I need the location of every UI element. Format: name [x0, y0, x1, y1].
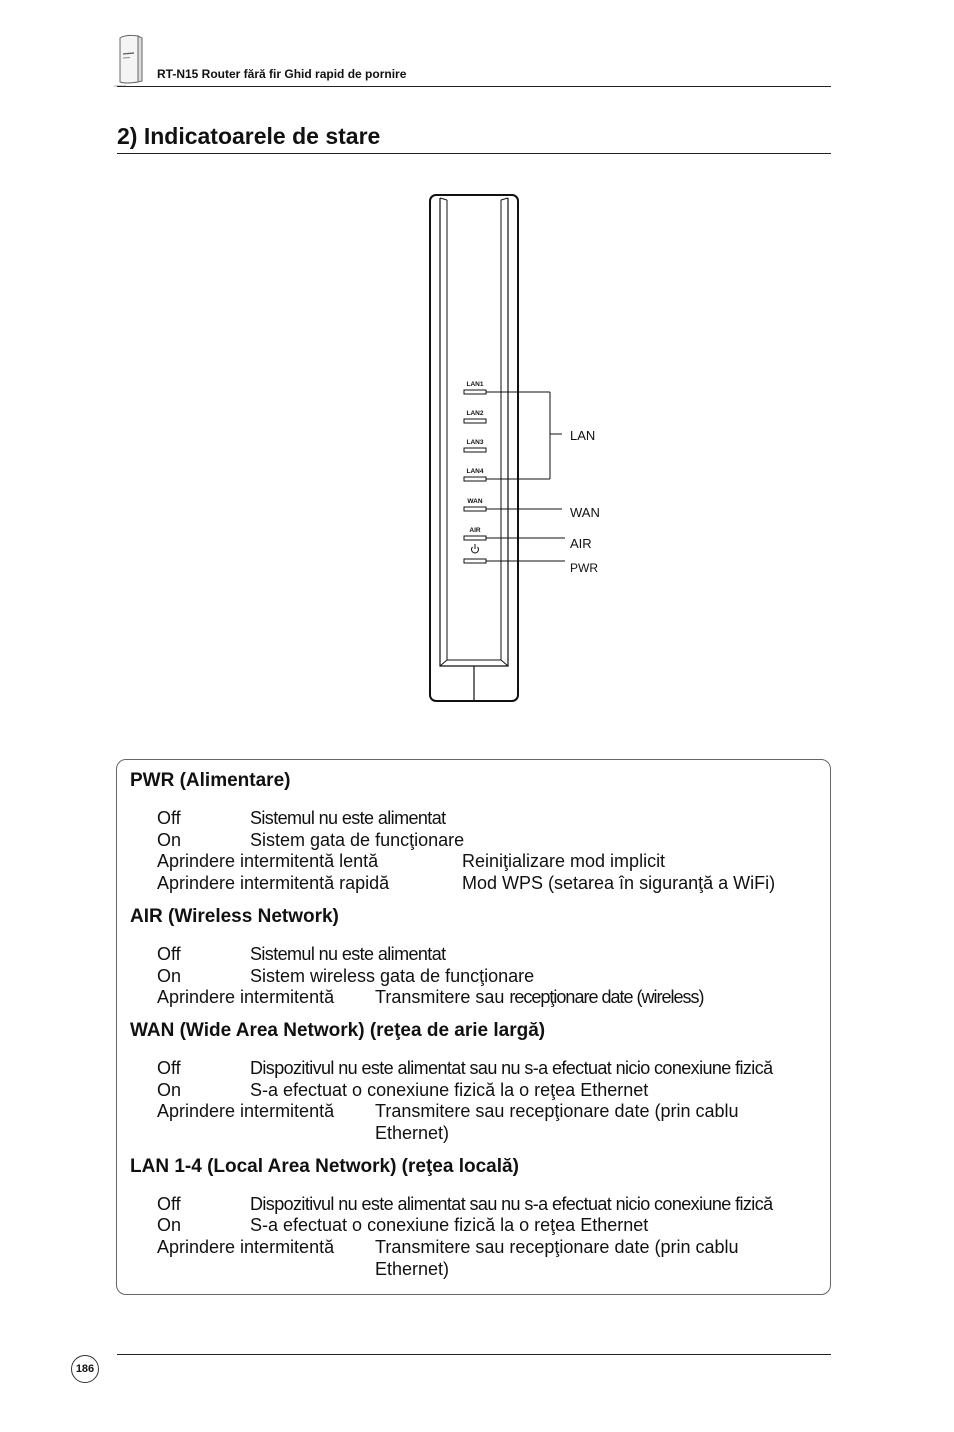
page-number: 186	[71, 1355, 99, 1383]
header-title: RT-N15 Router fără fir Ghid rapid de pornire	[157, 67, 407, 81]
state-label: Off	[157, 1194, 181, 1214]
state-desc: S-a efectuat o conexiune fizică la o reţea Ethernet	[250, 1080, 649, 1100]
state-label: Aprindere intermitentă	[157, 987, 335, 1007]
air-heading: AIR (Wireless Network)	[130, 906, 339, 927]
state-desc: Mod WPS (setarea în siguranţă a WiFi)	[462, 873, 776, 893]
panel-label-wan: WAN	[467, 498, 483, 505]
section-divider	[117, 153, 831, 154]
state-label: Off	[157, 808, 181, 828]
panel-label-air: AIR	[469, 527, 481, 534]
led-lan3	[464, 448, 486, 452]
state-label: Aprindere intermitentă lentă	[157, 851, 379, 871]
section-title: 2) Indicatoarele de stare	[117, 123, 381, 149]
router-front-diagram	[420, 190, 620, 710]
state-desc: Reiniţializare mod implicit	[462, 851, 666, 871]
footer-divider	[117, 1354, 831, 1355]
callout-lan: LAN	[570, 428, 596, 443]
state-desc: Transmitere sau recepţionare date (prin cablu	[375, 1101, 739, 1121]
pwr-heading: PWR (Alimentare)	[130, 770, 291, 791]
state-label: On	[157, 966, 182, 986]
state-label: Off	[157, 1058, 181, 1078]
callout-pwr: PWR	[570, 561, 598, 575]
state-label: Aprindere intermitentă	[157, 1237, 335, 1257]
callout-wan: WAN	[570, 505, 600, 520]
state-desc: Transmitere sau	[375, 987, 510, 1007]
state-label: On	[157, 830, 182, 850]
led-air	[464, 536, 486, 540]
state-label: Aprindere intermitentă rapidă	[157, 873, 390, 893]
led-pwr	[464, 559, 486, 563]
led-wan	[464, 507, 486, 511]
state-desc-cont: Ethernet)	[375, 1259, 450, 1279]
state-label: Off	[157, 944, 181, 964]
state-desc: Dispozitivul nu este alimentat sau nu s-a efectuat nicio conexiune fizică	[250, 1194, 773, 1214]
state-desc-cont: recepţionare date (wireless)	[509, 987, 704, 1007]
led-lan1	[464, 390, 486, 394]
panel-label-lan1: LAN1	[466, 381, 484, 388]
state-desc: Dispozitivul nu este alimentat sau nu s-a efectuat nicio conexiune fizică	[250, 1058, 773, 1078]
state-desc: Sistem wireless gata de funcţionare	[250, 966, 535, 986]
state-desc: S-a efectuat o conexiune fizică la o reţea Ethernet	[250, 1215, 649, 1235]
panel-label-lan2: LAN2	[466, 410, 484, 417]
state-desc: Sistem gata de funcţionare	[250, 830, 465, 850]
router-thumbnail-icon	[112, 32, 144, 88]
led-lan2	[464, 419, 486, 423]
state-desc: Sistemul nu este alimentat	[250, 944, 446, 964]
state-label: On	[157, 1080, 182, 1100]
panel-label-lan4: LAN4	[466, 468, 484, 475]
wan-heading: WAN (Wide Area Network) (reţea de arie largă)	[130, 1020, 546, 1041]
power-icon	[472, 544, 479, 553]
callout-air: AIR	[570, 536, 592, 551]
lan-heading: LAN 1-4 (Local Area Network) (reţea locală)	[130, 1156, 519, 1177]
state-desc-cont: Ethernet)	[375, 1123, 450, 1143]
panel-label-lan3: LAN3	[466, 439, 484, 446]
led-lan4	[464, 477, 486, 481]
state-desc: Transmitere sau recepţionare date (prin cablu	[375, 1237, 739, 1257]
state-label: Aprindere intermitentă	[157, 1101, 335, 1121]
state-desc: Sistemul nu este alimentat	[250, 808, 446, 828]
header-divider	[117, 86, 831, 87]
state-label: On	[157, 1215, 182, 1235]
